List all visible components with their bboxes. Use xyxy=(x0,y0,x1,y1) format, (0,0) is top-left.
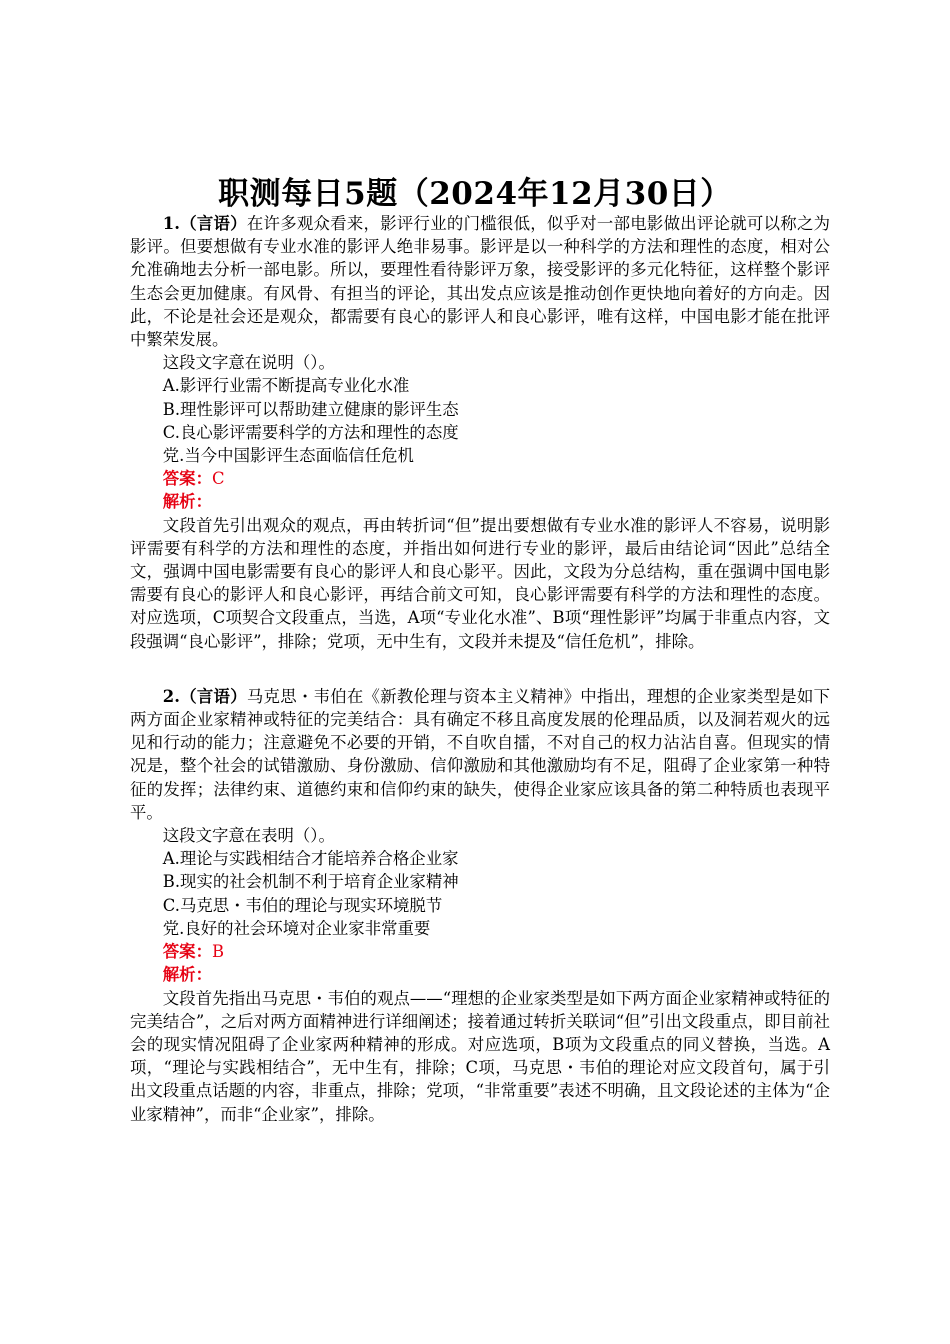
question-tag: （言语） xyxy=(179,686,247,706)
option-d: 党.当今中国影评生态面临信任危机 xyxy=(162,446,414,466)
option-c: C.良心影评需要科学的方法和理性的态度 xyxy=(162,422,459,442)
answer-value: C xyxy=(211,469,225,489)
option-b: B.理性影评可以帮助建立健康的影评生态 xyxy=(162,399,459,419)
question-passage xyxy=(130,685,830,824)
question-number: 1. xyxy=(162,214,180,233)
analysis-label: 解析： xyxy=(162,492,212,512)
question-stem: 这段文字意在表明（）。 xyxy=(162,826,335,846)
page-title: 职测每日5题（2024年12月30日） xyxy=(218,176,732,212)
option-b: B.现实的社会机制不利于培育企业家精神 xyxy=(162,872,459,892)
passage-text: 马克思・韦伯在《新教伦理与资本主义精神》中指出，理想的企业家类型是如下两方面企业家精神或特征的完美结合：具有确定不移且高度发展的伦理品质，以及洞若观火的远见和行动的能力；注意避免不必要的开销，不自吹自擂，不对自己的权力沾沾自喜。但现实的情况是，整个社会的试错激励、身份激励、信仰激励和其他激励均有不足，阻碍了企业家第一种特征的发挥；法律约束、道德约束和信仰约束的缺失，使得企业家应该具备的第二种特质也表现平平。 xyxy=(130,686,830,822)
analysis-text: 文段首先指出马克思・韦伯的观点——“理想的企业家类型是如下两方面企业家精神或特征的完美结合”，之后对两方面精神进行详细阐述；接着通过转折关联词“但”引出文段重点，即目前社会的现实情况阻碍了企业家两种精神的形成。对应选项，B项为文段重点的同义替换，当选。A项，“理论与实践相结合”，无中生有，排除；C项，马克思・韦伯的理论对应文段首句，属于引出文段重点话题的内容，非重点，排除；党项，“非常重要”表述不明确，且文段论述的主体为“企业家精神”，而非“企业家”，排除。 xyxy=(130,988,830,1124)
answer-line xyxy=(130,940,830,963)
passage-text: 在许多观众看来，影评行业的门槛很低，似乎对一部电影做出评论就可以称之为影评。但要想做有专业水准的影评人绝非易事。影评是以一种科学的方法和理性的态度，相对公允准确地去分析一部电影。所以，要理性看待影评万象，接受影评的多元化特征，这样整个影评生态会更加健康。有风骨、有担当的评论，其出发点应该是推动创作更快地向着好的方向走。因此，不论是社会还是观众，都需要有良心的影评人和良心影评，唯有这样，中国电影才能在批评中繁荣发展。 xyxy=(130,214,830,350)
section-gap xyxy=(130,653,830,685)
document-body xyxy=(130,212,830,1126)
answer-line xyxy=(130,467,830,490)
option-a: A.影评行业需不断提高专业化水准 xyxy=(162,376,410,396)
question-number: 2. xyxy=(162,686,180,706)
analysis-label: 解析： xyxy=(162,965,212,985)
option-d: 党.良好的社会环境对企业家非常重要 xyxy=(162,918,431,938)
question-passage xyxy=(130,212,830,351)
question-stem: 这段文字意在说明（）。 xyxy=(162,353,335,373)
question-2 xyxy=(130,685,830,1126)
question-tag: （言语） xyxy=(179,214,247,233)
analysis-text: 文段首先引出观众的观点，再由转折词“但”提出要想做有专业水准的影评人不容易，说明影评需要有科学的方法和理性的态度，并指出如何进行专业的影评，最后由结论词“因此”总结全文，强调中国电影需要有良心的影评人和良心影平。因此，文段为分总结构，重在强调中国电影需要有良心的影评人和良心影评，再结合前文可知，良心影评需要有科学的方法和理性的态度。对应选项，C项契合文段重点，当选，A项“专业化水准”、B项“理性影评”均属于非重点内容，文段强调“良心影评”，排除；党项，无中生有，文段并未提及“信任危机”，排除。 xyxy=(130,515,830,651)
option-c: C.马克思・韦伯的理论与现实环境脱节 xyxy=(162,895,443,915)
answer-value: B xyxy=(211,942,225,962)
option-a: A.理论与实践相结合才能培养合格企业家 xyxy=(162,849,459,869)
answer-label: 答案： xyxy=(162,942,212,962)
answer-label: 答案： xyxy=(162,469,212,489)
question-1 xyxy=(130,212,830,653)
